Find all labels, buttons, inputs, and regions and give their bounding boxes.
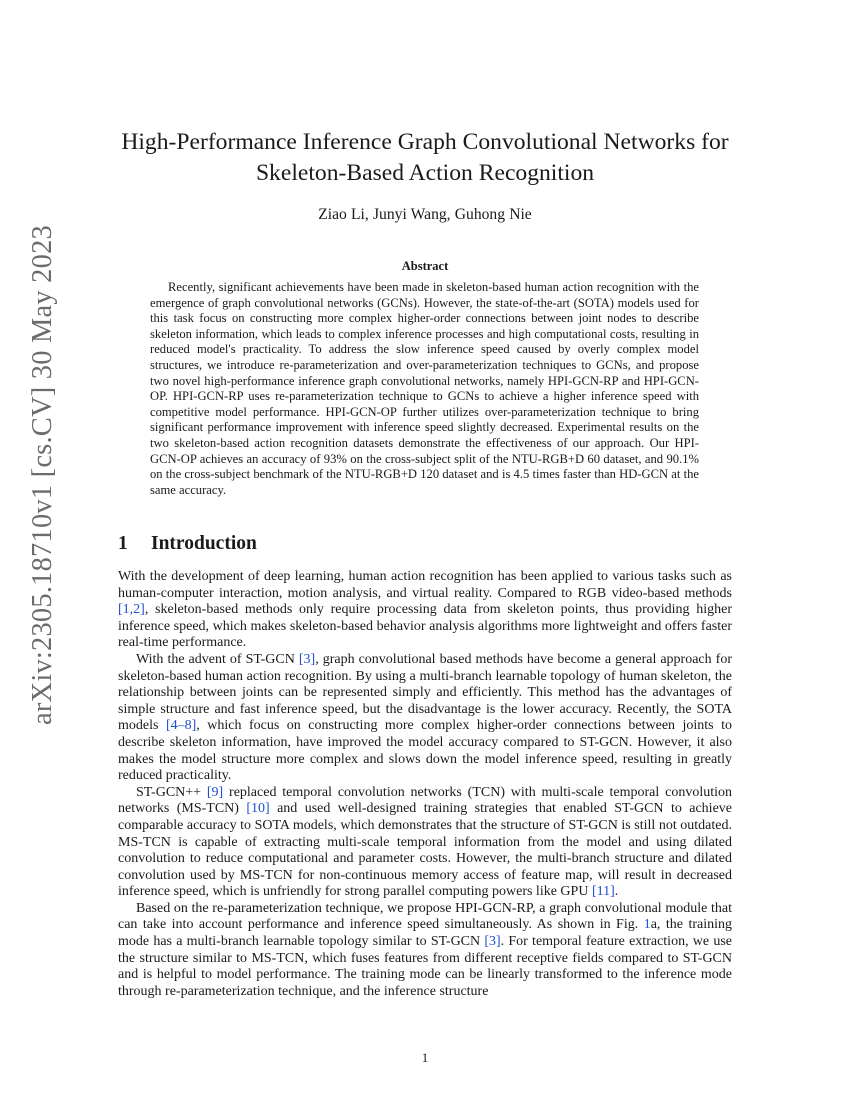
- paragraph-2: [118, 652, 732, 785]
- text-run: and used well-designed training strategies that enabled ST-GCN to achieve comparable accuracy to SOTA models, which demonstrates that the structure of ST-GCN is still not outdated. MS-TCN is capable of extracting multi-scale temporal information from the model and using dilated convolution to reduce computational and parameter costs. However, the multi-branch structure and dilated convolution used by MS-TCN for non-continuous memory access of feature map, will result in decreased inference speed, which is unfriendly for strong parallel computing powers like GPU: [118, 801, 732, 900]
- paragraph-4: [118, 901, 732, 1001]
- text-run: . For temporal feature extraction, we use the structure similar to MS-TCN, which fuses features from different receptive fields compared to ST-GCN and is helpful to model performance. The training mode can be linearly transformed to the inference mode through re-parameterization technique, and the inference structure: [118, 934, 732, 999]
- text-run: Based on the re-parameterization technique, we propose HPI-GCN-RP, a graph convolutional module that can take into account performance and inference speed simultaneously. As shown in Fig.: [118, 900, 732, 933]
- citation-link[interactable]: [9]: [206, 784, 224, 800]
- text-run: ST-GCN++: [136, 784, 207, 800]
- paragraph-1: [118, 569, 732, 652]
- arxiv-identifier: [20, 225, 66, 725]
- citation-link[interactable]: [3]: [298, 651, 316, 667]
- citation-link[interactable]: [4–8]: [165, 718, 197, 734]
- text-run: , skeleton-based methods only require processing data from skeleton points, thus providing higher inference speed, which makes skeleton-based behavior analysis algorithms more lightweight and offers faster real-time performance.: [118, 602, 732, 651]
- title-line-2: Skeleton-Based Action Recognition: [255, 160, 595, 186]
- section-number: 1: [118, 533, 128, 554]
- section-heading: [118, 533, 257, 555]
- text-run: a, the training mode has a multi-branch learnable topology similar to ST-GCN: [118, 917, 732, 950]
- author-list: Ziao Li, Junyi Wang, Guhong Nie: [318, 206, 532, 223]
- paper-title: [100, 127, 750, 189]
- text-run: replaced temporal convolution networks (TCN) with multi-scale temporal convolution networks (MS-TCN): [118, 784, 732, 817]
- abstract-heading: Abstract: [401, 259, 449, 273]
- page-number: 1: [421, 1050, 429, 1065]
- citation-link[interactable]: [11]: [591, 884, 615, 900]
- citation-link[interactable]: [3]: [484, 934, 501, 950]
- citation-link[interactable]: [1,2]: [118, 602, 145, 618]
- text-run: , graph convolutional based methods have become a general approach for skeleton-based human action recognition. By using a multi-branch learnable topology of human skeleton, the relationship between joints can be represented simply and efficiently. This method has the advantages of simple structure and fast inference speed, but the disadvantage is the lower accuracy. Recently, the SOTA models: [118, 651, 732, 734]
- introduction-body: [118, 569, 732, 1000]
- text-run: , which focus on constructing more complex higher-order connections between joints to describe skeleton information, have improved the model accuracy compared to ST-GCN. However, it also makes the model structure more complex and slows down the model inference speed, resulting in greatly reduced practicality.: [118, 718, 733, 784]
- figure-link[interactable]: 1: [643, 917, 651, 933]
- paragraph-3: [118, 785, 732, 901]
- text-run: With the development of deep learning, human action recognition has been applied to various tasks such as human-computer interaction, motion analysis, and virtual reality. Compared to RGB video-based methods: [118, 569, 732, 601]
- text-run: With the advent of ST-GCN: [136, 651, 299, 667]
- abstract-body: Recently, significant achievements have been made in skeleton-based human action recognition with the emergence of graph convolutional networks (GCNs). However, the state-of-the-art (SOTA) models used for this task focus on constructing more complex higher-order connections between joint nodes to describe skeleton information, which leads to complex inference processes and high computational costs, resulting in reduced model's practicality. To address the slow inference speed caused by overly complex model structures, we introduce re-parameterization and over-parameterization techniques to GCNs, and propose two novel high-performance inference graph convolutional networks, namely HPI-GCN-RP and HPI-GCN-OP. HPI-GCN-RP uses re-parameterization technique to GCNs to achieve a higher inference speed with competitive model performance. HPI-GCN-OP further utilizes over-parameterization technique to bring significant performance improvement with inference speed slightly decreased. Experimental results on the two skeleton-based action recognition datasets demonstrate the effectiveness of our approach. Our HPI-GCN-OP achieves an accuracy of 93% on the cross-subject split of the NTU-RGB+D 60 dataset, and 90.1% on the cross-subject benchmark of the NTU-RGB+D 120 dataset and is 4.5 times faster than HD-GCN at the same accuracy.: [150, 280, 699, 497]
- section-title: Introduction: [151, 533, 257, 554]
- arxiv-identifier-text: arXiv:2305.18710v1 [cs.CV] 30 May 2023: [27, 225, 58, 725]
- title-line-1: High-Performance Inference Graph Convolutional Networks for: [121, 129, 729, 155]
- citation-link[interactable]: [10]: [246, 801, 270, 817]
- text-run: .: [614, 884, 619, 900]
